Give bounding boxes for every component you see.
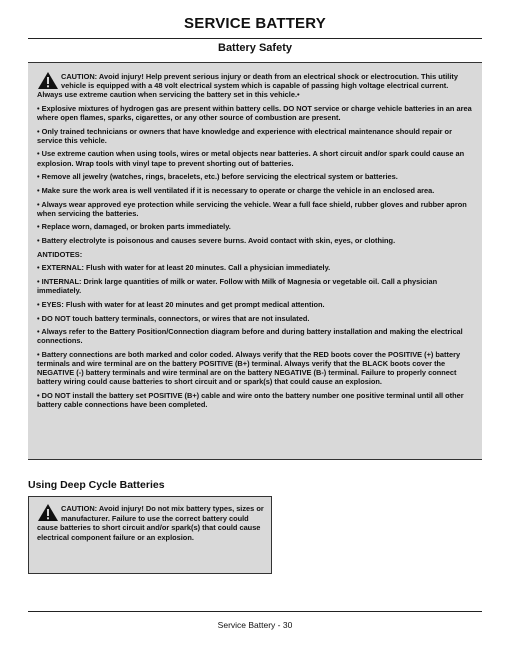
safety-items-list (37, 104, 475, 409)
safety-caution-text: CAUTION: Avoid injury! Help prevent serious injury or death from an electrical shock or electrocution. This utility vehicle is equipped with a 48 volt electrical system which is capable of passing high voltage electrical current. Always use extreme caution when servicing the battery set in this vehicle.• (37, 72, 458, 100)
safety-item: • Only trained technicians or owners that have knowledge and experience with electrical maintenance should repair or service this vehicle. (37, 126, 452, 145)
warning-triangle-icon (37, 71, 59, 90)
footer-rule (28, 611, 482, 612)
safety-item: • Remove all jewelry (watches, rings, bracelets, etc.) before servicing the electrical system or batteries. (37, 172, 398, 182)
page-footer: Service Battery - 30 (217, 620, 293, 630)
safety-item: • Always refer to the Battery Position/Connection diagram before and during battery installation and making the electrical connections. (37, 327, 463, 346)
safety-item: • Use extreme caution when using tools, wires or metal objects near batteries. A short circuit and/or spark could cause an explosion. Wrap tools with vinyl tape to prevent shorting out of batteries. (37, 149, 465, 168)
safety-item: • DO NOT install the battery set POSITIVE (B+) cable and wire onto the battery number one positive terminal until all other battery cable connections have been completed. (37, 391, 464, 410)
safety-item: • DO NOT touch battery terminals, connectors, or wires that are not insulated. (37, 313, 310, 323)
safety-item: • INTERNAL: Drink large quantities of milk or water. Follow with Milk of Magnesia or vegetable oil. Call a physician immediately. (37, 277, 438, 296)
safety-item: ANTIDOTES: (37, 249, 83, 259)
section-subtitle: Battery Safety (218, 42, 292, 54)
safety-caution-paragraph (37, 72, 475, 99)
safety-item: • Replace worn, damaged, or broken parts immediately. (37, 222, 231, 232)
safety-item: • Battery connections are both marked and color coded. Always verify that the RED boots cover the POSITIVE (+) battery terminals and wire terminal are on the battery POSITIVE (B+) terminal. Always verify that the BLACK boots cover the NEGATIVE (-) battery terminals and wire terminal are on the battery NEGATIVE (B-) terminal. Failure to properly connect battery wiring could cause batteries to short circuit and or spark(s) that could cause an explosion. (37, 350, 461, 387)
safety-item: • EYES: Flush with water for at least 20 minutes and get prompt medical attention. (37, 299, 325, 309)
safety-item: • Always wear approved eye protection while servicing the vehicle. Wear a full face shield, rubber gloves and rubber apron when servicing the batteries. (37, 199, 467, 218)
title-rule (28, 38, 482, 39)
safety-item: • Make sure the work area is well ventilated if it is necessary to operate or charge the vehicle in an enclosed area. (37, 185, 435, 195)
deep-cycle-caution-text: CAUTION: Avoid injury! Do not mix battery types, sizes or manufacturer. Failure to use the correct battery could cause batteries to short circuit and/or spark(s) that could cause electrical component failure or an explosion. (37, 504, 264, 543)
deep-cycle-caution-box (28, 496, 272, 574)
warning-triangle-icon (37, 503, 59, 522)
deep-cycle-caution-paragraph (37, 504, 265, 543)
page-title: SERVICE BATTERY (184, 15, 326, 32)
safety-item: • Explosive mixtures of hydrogen gas are present within battery cells. DO NOT service or charge vehicle batteries in an area where open flames, sparks, cigarettes, or any other source of combustion are present. (37, 103, 472, 122)
battery-safety-box (28, 62, 482, 460)
deep-cycle-heading: Using Deep Cycle Batteries (28, 479, 165, 491)
safety-item: • EXTERNAL: Flush with water for at least 20 minutes. Call a physician immediately. (37, 263, 331, 273)
safety-item: • Battery electrolyte is poisonous and causes severe burns. Avoid contact with skin, eyes, or clothing. (37, 236, 396, 246)
